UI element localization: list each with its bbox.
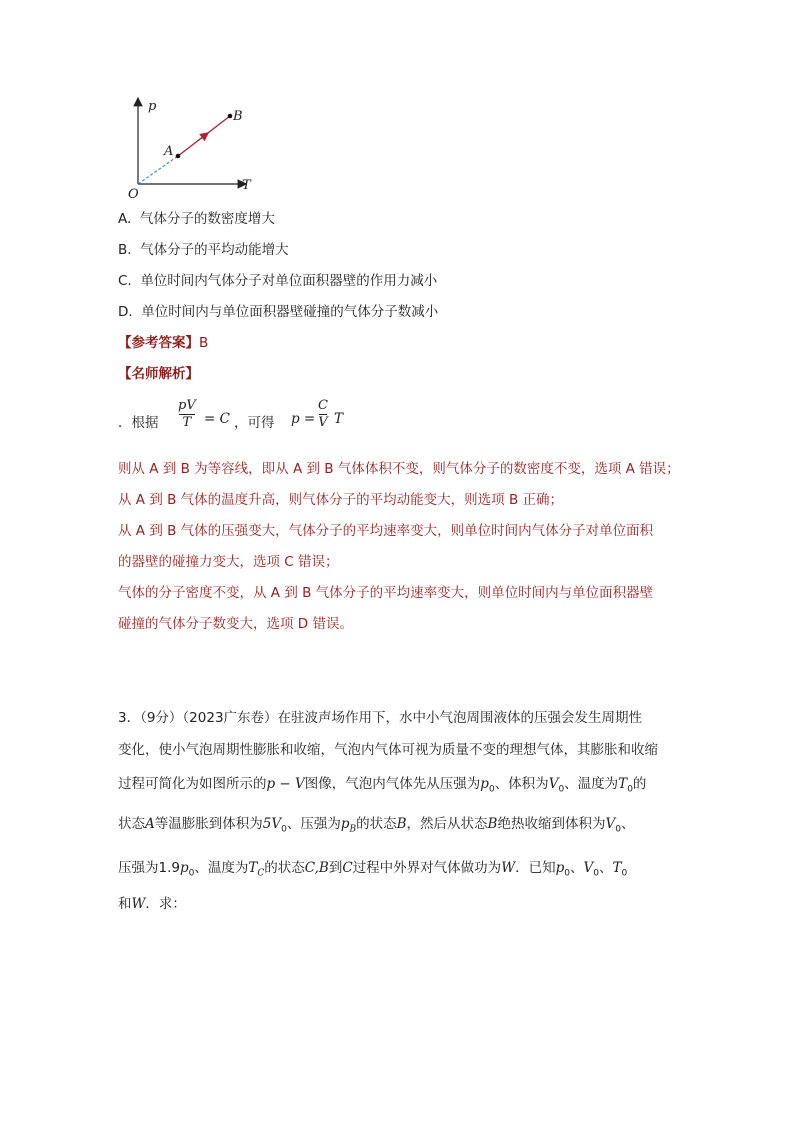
text-segment: 绝热收缩到体积为 — [497, 816, 606, 832]
v0-symbol: V — [548, 776, 559, 792]
problem-line-3 — [118, 772, 646, 795]
5v0-symbol: 5V — [262, 816, 282, 832]
t0-symbol: T — [618, 776, 628, 792]
text-segment: 、温度为 — [194, 860, 249, 876]
problem-line-2: 变化，使小气泡周期性膨胀和收缩，气泡内气体可视为质量不变的理想气体，其膨胀和收缩 — [118, 742, 658, 758]
state-a-symbol: A — [145, 816, 155, 832]
subscript: 0 — [593, 868, 599, 879]
text-segment: 到 — [328, 860, 343, 876]
option-d-letter: D. — [118, 304, 133, 320]
pb-symbol: p — [340, 816, 350, 832]
reference-answer — [118, 331, 208, 351]
v0-symbol: V — [605, 816, 616, 832]
explanation-line-3: 从 A 到 B 气体的压强变大，气体分子的平均速率变大，则单位时间内气体分子对单位面积 — [118, 523, 654, 539]
point-b-label: B — [233, 109, 243, 124]
option-c — [118, 269, 437, 289]
fraction-c-over-v — [318, 398, 328, 431]
coefficient: 1.9 — [158, 860, 180, 876]
subscript: 0 — [488, 784, 495, 795]
text-segment: ．求： — [145, 896, 186, 912]
formula-1-rhs: = C — [204, 411, 230, 427]
option-d — [118, 300, 438, 320]
fraction-pv-over-t — [178, 398, 196, 431]
text-segment: 状态 — [118, 816, 145, 832]
option-b-letter: B. — [118, 242, 132, 258]
state-c-symbol: C — [342, 860, 353, 876]
p0-symbol: p — [480, 776, 489, 792]
text-segment: 、 — [569, 860, 584, 876]
fraction-2-numerator: C — [318, 398, 328, 413]
v0-symbol: V — [583, 860, 594, 876]
state-b-symbol: B — [396, 816, 407, 832]
option-b-text: 气体分子的平均动能增大 — [140, 242, 289, 258]
state-b-symbol: B — [487, 816, 498, 832]
problem-line-5 — [118, 856, 627, 879]
formula-mid: ，可得 — [234, 415, 275, 431]
text-segment: 的 — [632, 776, 647, 792]
subscript: B — [349, 824, 357, 835]
analysis-label: 【名师解析】 — [118, 366, 199, 382]
w-symbol: W — [131, 896, 146, 912]
text-segment: 过程可简化为如图所示的 — [118, 776, 267, 792]
option-d-text: 单位时间内与单位面积器壁碰撞的气体分子数减小 — [141, 304, 439, 320]
option-a-text: 气体分子的数密度增大 — [139, 211, 275, 227]
text-segment: 等温膨胀到体积为 — [154, 816, 263, 832]
w-symbol: W — [501, 860, 516, 876]
point-a-label: A — [164, 144, 174, 159]
dashed-extension — [138, 156, 178, 184]
option-c-letter: C. — [118, 273, 132, 289]
subscript: 0 — [281, 824, 287, 835]
axis-p-label: p — [148, 99, 157, 114]
subscript: 0 — [621, 868, 628, 879]
option-a — [118, 207, 275, 227]
subscript: 0 — [188, 868, 195, 879]
option-b — [118, 238, 289, 258]
formula-2-tail: T — [334, 411, 344, 427]
text-segment: 图像，气泡内气体先从压强为 — [304, 776, 481, 792]
text-segment: 过程中外界对气体做功为 — [352, 860, 502, 876]
text-segment: 、温度为 — [564, 776, 619, 792]
axis-t-label: T — [242, 178, 251, 193]
explanation-line-2: 从 A 到 B 气体的温度升高，则气体分子的平均动能变大，则选项 B 正确； — [118, 492, 564, 508]
p-t-diagram — [118, 92, 268, 202]
problem-line-4 — [118, 812, 634, 835]
origin-label: O — [128, 187, 139, 202]
tc-symbol: T — [248, 860, 258, 876]
text-segment: 和 — [118, 896, 132, 912]
text-segment: 、 — [598, 860, 613, 876]
subscript: C — [257, 868, 265, 879]
point-a-dot — [176, 154, 181, 159]
formula-prefix: ．根据 — [118, 415, 159, 431]
answer-label: 【参考答案】 — [118, 335, 199, 351]
text-segment: 、体积为 — [494, 776, 549, 792]
subscript: 0 — [564, 868, 570, 879]
t0-symbol: T — [612, 860, 622, 876]
text-segment: ．已知 — [515, 860, 556, 876]
text-segment: 压强为 — [118, 860, 159, 876]
answer-value: B — [199, 335, 209, 351]
fraction-1-denominator: T — [182, 415, 192, 430]
problem-line-1: 3．（9分）（2023广东卷）在驻波声场作用下，水中小气泡周围液体的压强会发生周期性 — [118, 710, 643, 726]
text-segment: 的状态 — [264, 860, 305, 876]
formula-2-lhs: p = — [291, 411, 316, 427]
explanation-line-4: 的器壁的碰撞力变大，选项 C 错误； — [118, 554, 339, 570]
p0-symbol: p — [555, 860, 565, 876]
problem-line-6 — [118, 892, 186, 912]
formula-line — [118, 396, 418, 446]
p0-symbol: p — [179, 860, 189, 876]
segment-arrow — [198, 135, 206, 141]
state-cb-symbol: C,B — [304, 860, 329, 876]
subscript: 0 — [627, 784, 633, 795]
subscript: 0 — [558, 784, 565, 795]
text-segment: 、 — [620, 816, 635, 832]
option-c-text: 单位时间内气体分子对单位面积器壁的作用力减小 — [140, 273, 438, 289]
point-b-dot — [228, 114, 233, 119]
explanation-line-5: 气体的分子密度不变，从 A 到 B 气体分子的平均速率变大，则单位时间内与单位面积器壁 — [118, 585, 654, 601]
text-segment: 、压强为 — [286, 816, 341, 832]
fraction-1-numerator: pV — [178, 398, 196, 413]
option-a-letter: A. — [118, 211, 132, 227]
text-segment: 的状态 — [356, 816, 397, 832]
explanation-line-1: 则从 A 到 B 为等容线，即从 A 到 B 气体体积不变，则气体分子的数密度不变，选项 A 错误； — [118, 461, 680, 477]
text-segment: ，然后从状态 — [406, 816, 488, 832]
subscript: 0 — [615, 824, 621, 835]
fraction-2-denominator: V — [318, 415, 328, 430]
explanation-line-6: 碰撞的气体分子数变大，选项 D 错误。 — [118, 616, 353, 632]
pv-symbol: p − V — [266, 776, 305, 792]
